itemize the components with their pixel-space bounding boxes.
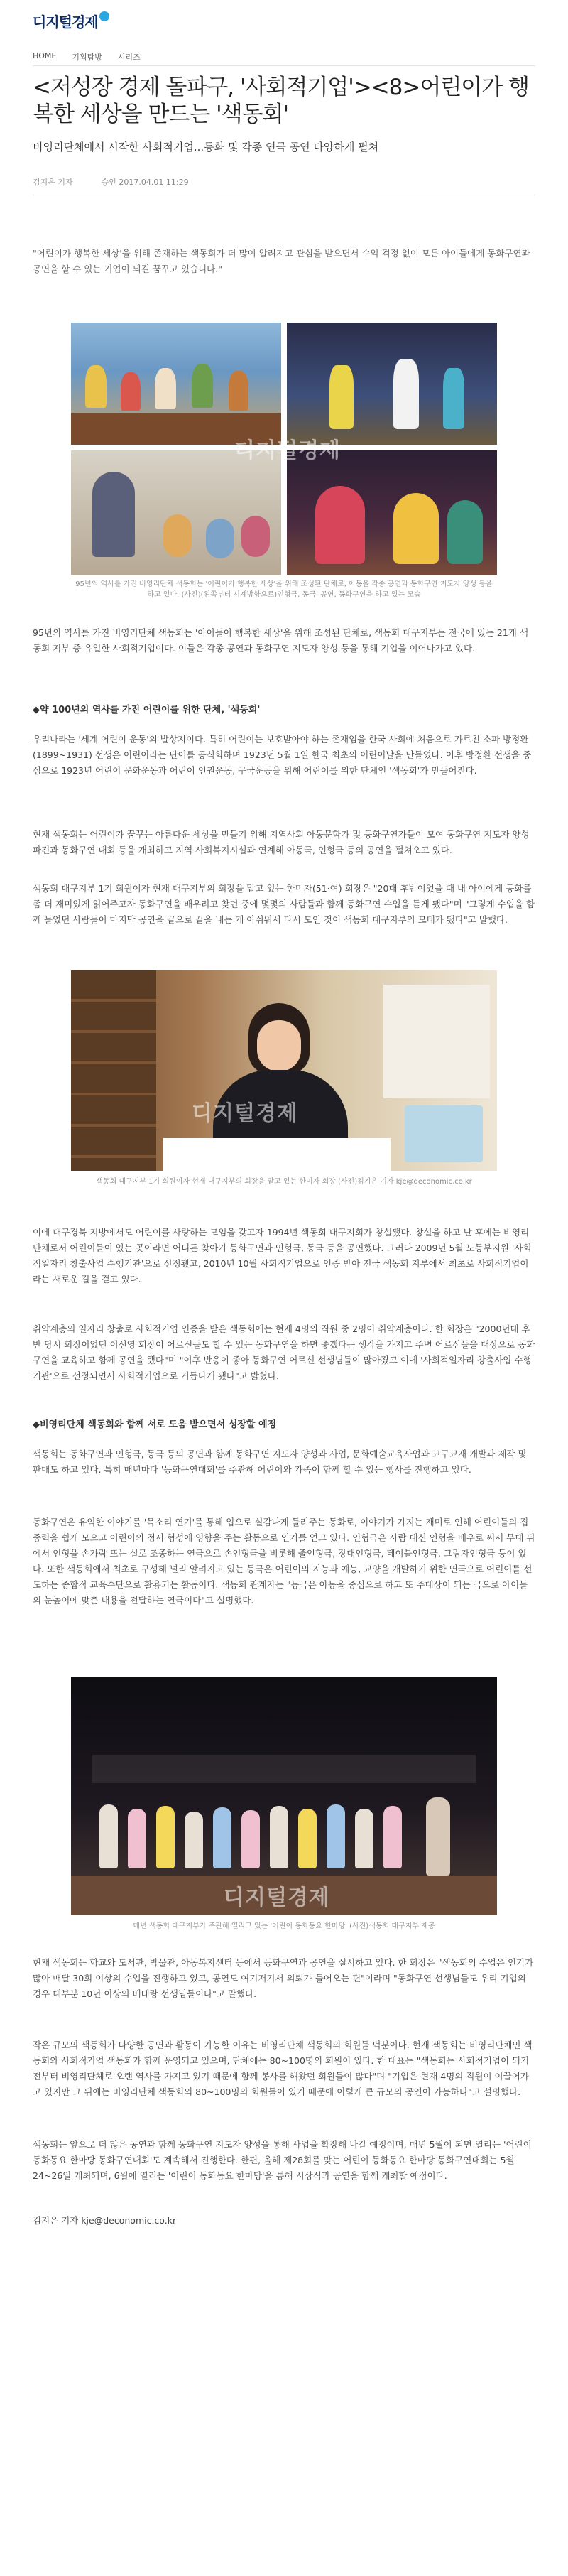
photo-stage-play <box>287 323 497 445</box>
section-heading-2: ◆비영리단체 색동회와 함께 서로 도움 받으면서 성장할 예정 <box>33 1419 277 1430</box>
paragraph-1: 95년의 역사를 가진 비영리단체 색동회는 '아이들이 행복한 세상'을 위해 조성된 단체로, 색동회 대구지부는 전국에 있는 21개 색동회 지부 중 유일한 사회적기업이다. 이들은 각종 공연과 동화구연 지도자 양성 등을 통해 기업을 이어나가고 있다. <box>33 627 528 654</box>
section-heading-1: ◆약 100년의 역사를 가진 어린이를 위한 단체, '색동회' <box>33 705 261 715</box>
paragraph-3: 현재 색동회는 어린이가 꿈꾸는 아름다운 세상을 만들기 위해 지역사회 아동문학가 및 동화구연가들이 모여 동화구연 지도자 양성 파견과 동화구연 대회 등을 개최하고 지역 사회복지시설과 연계해 아동극, 인형극 등의 공연을 펼쳐오고 있다. <box>33 829 530 855</box>
photo-watermark: 디지털경제 <box>234 438 341 463</box>
site-logo[interactable] <box>33 10 109 31</box>
nav-feature-link[interactable]: 기획탐방 <box>72 53 102 62</box>
article-byline: 김지은 기자 kje@deconomic.co.kr <box>33 2215 177 2226</box>
photo1-caption: 95년의 역사를 가진 비영리단체 색동회는 '어린이가 행복한 세상'을 위해 조성된 단체로, 아동을 각종 공연과 동화구연 지도자 양성 등을 하고 있다. (사진)(왼쪽부터 시계방향으로)인형극, 동극, 공연, 동화구연을 하고 있는 모습 <box>75 580 493 599</box>
photo-puppet-show <box>71 323 281 445</box>
header-divider <box>33 65 535 66</box>
logo-mark-icon <box>99 11 109 21</box>
paragraph-4: 색동회 대구지부 1기 회원이자 현재 대구지부의 회장을 맡고 있는 한미자(51·여) 회장은 "20대 후반이었을 때 내 아이에게 동화를 좀 더 재미있게 읽어주고자 동화구연을 배우려고 찾던 중에 몇몇의 사람들과 함께 동화구연 수업을 듣게 됐다"며 "그렇게 수업을 함께 들었던 사람들이 마지막 공연을 끝으로 끝을 내는 게 아쉬워서 다시 모인 것이 색동회 대구지부의 모태가 됐다"고 말했다. <box>33 883 535 925</box>
breadcrumb <box>33 51 141 63</box>
photo2-caption: 색동회 대구지부 1기 회원이자 현재 대구지부의 회장을 맡고 있는 한미자 회장 (사진)김지은 기자 kje@deconomic.co.kr <box>96 1178 472 1186</box>
photo-storytelling <box>71 450 281 575</box>
photo-hanbok-performance <box>287 450 497 575</box>
photo-president <box>71 970 497 1171</box>
paragraph-10: 작은 규모의 색동회가 다양한 공연과 활동이 가능한 이유는 비영리단체 색동회의 회원들 덕분이다. 현재 색동회는 비영리단체인 색동회와 사회적기업 색동회가 함께 운영되고 있으며, 단체에는 80~100명의 회원이 있다. 한 대표는 "색동회는 사회적기업이 되기 전부터 비영리단체로 오랜 역사를 가지고 있기 때문에 함께 봉사를 해왔던 회원들이 많다"며 "기업은 현재 4명의 직원이 이끌어가고 있지만 그 뒤에는 비영리단체 색동회의 80~100명의 회원들이 있기 때문에 이렇게 큰 규모의 공연이 가능하다"고 설명했다. <box>33 2040 532 2097</box>
article-author: 김지은 기자 <box>33 178 73 187</box>
logo-text: 디지털경제 <box>33 13 98 31</box>
photo-watermark: 디지털경제 <box>192 1101 298 1126</box>
article-meta <box>33 176 535 195</box>
article-title: <저성장 경제 돌파구, '사회적기업'><8>어린이가 행복한 세상을 만드는 '색동회' <box>33 75 529 127</box>
paragraph-8: 동화구연은 유익한 이야기를 '목소리 연기'를 통해 입으로 실감나게 들려주는 동화로, 이야기가 가지는 재미로 인해 어린이들의 집중력을 쉽게 모으고 어린이의 정서 형성에 영향을 주는 활동으로 인기를 얻고 있다. 인형극은 사람 대신 인형을 배우로 써서 무대 뒤에서 인형을 손가락 또는 실로 조종하는 연극으로 손인형극을 비롯해 줄인형극, 장대인형극, 테이블인형극, 그림자인형극 등이 있다. 또한 색동회에서 최초로 구성해 널리 알려지고 있는 동극은 어린이의 지능과 예능, 교양을 개발하기 위한 연극으로 어린이를 선도하는 종합적 교육수단으로 활용되는 활동이다. 색동회 관계자는 "동극은 아동을 중심으로 하고 또 주대상이 되는 극으로 아이들의 눈높이에 맞춘 내용을 전달하는 연극이다"고 설명했다. <box>33 1517 535 1606</box>
photo-watermark: 디지털경제 <box>224 1885 330 1910</box>
paragraph-5: 이에 대구경북 지방에서도 어린이를 사랑하는 모임을 갖고자 1994년 색동회 대구지회가 창설됐다. 창설을 하고 난 후에는 비영리단체로서 어린이들이 있는 곳이라면 어디든 찾아가 동화구연과 인형극, 동극 등을 공연했다. 그러다 2009년 5월 노동부지원 '사회적일자리 창출사업 수행기관'으로 선정됐고, 2010년 10월 사회적기업으로 인증 받아 전국 색동회 지부에서 최초로 사회적기업이라는 새로운 길을 걷고 있다. <box>33 1227 532 1284</box>
paragraph-6: 취약계층의 일자리 창출로 사회적기업 인증을 받은 색동회에는 현재 4명의 직원 중 2명이 취약계층이다. 한 회장은 "2000년대 후반 당시 회장이었던 이선영 회장이 어르신들도 할 수 있는 동화구연을 하면 좋겠다는 생각을 가지고 주변 어르신들을 대상으로 동화구연을 교육하고 함께 공연을 했다"며 "이후 반응이 좋아 동화구연 어르신 선생님들이 많아졌고 이에 '사회적일자리 창출사업 수행기관'으로 선정되면서 사회적기업으로 거듭나게 됐다"고 밝혔다. <box>33 1324 535 1381</box>
photo3-caption: 매년 색동회 대구지부가 주관해 열리고 있는 '어린이 동화동요 한마당' (사진)색동회 대구지부 제공 <box>133 1922 435 1930</box>
lead-quote: "어린이가 행복한 세상'을 위해 존재하는 색동회가 더 많이 알려지고 관심을 받으면서 수익 걱정 없이 모든 아이들에게 동화구연과 공연을 할 수 있는 기업이 되길 꿈꾸고 있습니다." <box>33 248 530 274</box>
nav-home-link[interactable]: HOME <box>33 51 57 60</box>
paragraph-7: 색동회는 동화구연과 인형극, 동극 등의 공연과 함께 동화구연 지도자 양성과 사업, 문화예술교육사업과 교구교재 개발과 제작 및 판매도 하고 있다. 특히 매년마다 '동화구연대회'를 주관해 어린이와 가족이 함께 할 수 있는 행사를 진행하고 있다. <box>33 1449 527 1475</box>
paragraph-9: 현재 색동회는 학교와 도서관, 박물관, 아동복지센터 등에서 동화구연과 공연을 실시하고 있다. 한 회장은 "색동회의 수업은 인기가 많아 매달 30회 이상의 수업을 진행하고 있고, 공연도 여기저기서 의뢰가 들어오는 편"이라며 "동화구연 선생님들도 우리 기업의 경우 대부분 10년 이상의 베테랑 선생님들이다"고 말했다. <box>33 1957 534 1999</box>
photo-festival <box>71 1677 497 1915</box>
paragraph-11: 색동회는 앞으로 더 많은 공연과 함께 동화구연 지도자 양성을 통해 사업을 확장해 나갈 예정이며, 매년 5월이 되면 열리는 '어린이 동화동요 한마당 동화구연대회'도 계속해서 진행한다. 한편, 올해 제28회를 맞는 어린이 동화동요 한마당 동화구연대회는 5월 24~26일 개최되며, 6월에 열리는 '어린이 동화동요 한마당'을 통해 시상식과 공연을 함께 개최할 예정이다. <box>33 2139 532 2181</box>
article-date: 승인 2017.04.01 11:29 <box>101 178 189 187</box>
paragraph-2: 우리나라는 '세계 어린이 운동'의 발상지이다. 특히 어린이는 보호받아야 하는 존재임을 한국 사회에 처음으로 가르친 소파 방정환(1899~1931) 선생은 어린이라는 단어를 공식화하며 1923년 5월 1일 한국 최초의 어린이날을 만들었다. 이후 방정환 선생을 중심으로 1923년 어린이 문화운동과 어린이 인권운동, 구국운동을 위해 어린이를 위한 단체인 '색동회'가 만들어진다. <box>33 734 532 776</box>
article-subtitle: 비영리단체에서 시작한 사회적기업...동화 및 각종 연극 공연 다양하게 펼쳐 <box>33 141 379 153</box>
nav-series-link[interactable]: 시리즈 <box>117 53 141 62</box>
photo-performances <box>71 323 497 575</box>
